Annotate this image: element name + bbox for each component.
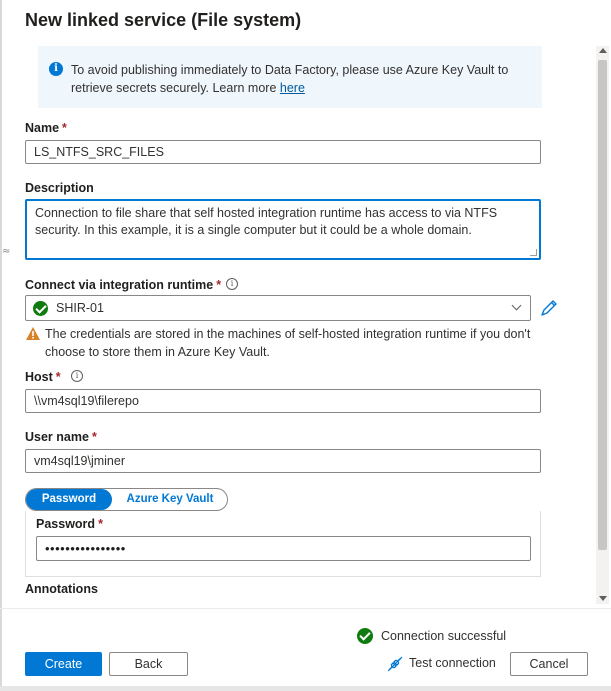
runtime-label-text: Connect via integration runtime: [25, 278, 214, 292]
vertical-scrollbar[interactable]: [596, 46, 609, 604]
scroll-up-icon[interactable]: [599, 48, 607, 53]
username-label-text: User name: [25, 430, 89, 444]
host-tooltip-icon[interactable]: i: [71, 370, 83, 382]
runtime-dropdown[interactable]: [25, 295, 531, 321]
required-marker: *: [216, 278, 222, 292]
password-tab[interactable]: Password: [26, 489, 112, 510]
chevron-down-icon: [512, 301, 522, 311]
success-check-icon: [33, 301, 48, 316]
left-edge-marker: ≈: [2, 246, 11, 257]
scrollbar-thumb[interactable]: [598, 60, 607, 550]
username-label: [25, 430, 97, 444]
info-message: To avoid publishing immediately to Data Factory, please use Azure Key Vault to retrieve secrets securely. Learn more: [71, 63, 509, 95]
test-connection-label: Test connection: [409, 656, 496, 670]
required-marker: *: [62, 121, 67, 135]
password-label-text: Password: [36, 517, 96, 531]
learn-more-link[interactable]: here: [279, 81, 305, 95]
description-text: Connection to file share that self hosted integration runtime has access to via NTFS security. In this example, it is a single computer but it could be a whole domain.: [35, 206, 498, 237]
description-textarea[interactable]: [25, 199, 541, 260]
credentials-warning: The credentials are stored in the machines of self-hosted integration runtime if you don't choose to store them in Azure Key Vault.: [45, 327, 531, 359]
info-banner: [38, 46, 542, 108]
create-button[interactable]: Create: [25, 652, 102, 676]
cancel-button[interactable]: Cancel: [510, 652, 588, 676]
auth-type-toggle: [25, 488, 228, 511]
password-label: [36, 517, 103, 531]
password-input[interactable]: ••••••••••••••••: [36, 536, 531, 561]
footer-divider: [0, 608, 611, 609]
scroll-down-icon[interactable]: [599, 596, 607, 601]
host-label: [25, 370, 61, 384]
password-section: [25, 511, 541, 577]
required-marker: *: [98, 517, 103, 531]
runtime-value: SHIR-01: [56, 301, 104, 315]
azure-key-vault-tab[interactable]: Azure Key Vault: [126, 493, 214, 505]
info-text: [71, 61, 531, 97]
username-input[interactable]: vm4sql19\jminer: [25, 449, 541, 473]
panel-left-edge: [0, 0, 2, 691]
connection-status: Connection successful: [381, 629, 507, 643]
test-connection-button[interactable]: [383, 652, 500, 676]
info-icon: i: [49, 62, 63, 76]
resize-grip-icon[interactable]: [530, 249, 537, 256]
name-input[interactable]: LS_NTFS_SRC_FILES: [25, 140, 541, 164]
bottom-edge: [0, 686, 611, 691]
description-label: Description: [25, 181, 94, 195]
success-check-icon: [357, 628, 373, 644]
test-connection-icon: [386, 655, 404, 673]
runtime-label: [25, 278, 221, 292]
runtime-tooltip-icon[interactable]: i: [226, 278, 238, 290]
name-label-text: Name: [25, 121, 60, 135]
name-label: [25, 121, 67, 135]
required-marker: *: [91, 430, 97, 444]
host-input[interactable]: \\vm4sql19\filerepo: [25, 389, 541, 413]
required-marker: *: [55, 370, 61, 384]
warning-icon: [25, 326, 41, 341]
host-label-text: Host: [25, 370, 53, 384]
annotations-label: Annotations: [25, 582, 98, 596]
pencil-icon[interactable]: [538, 297, 560, 319]
back-button[interactable]: Back: [109, 652, 188, 676]
panel-title: New linked service (File system): [25, 10, 302, 30]
